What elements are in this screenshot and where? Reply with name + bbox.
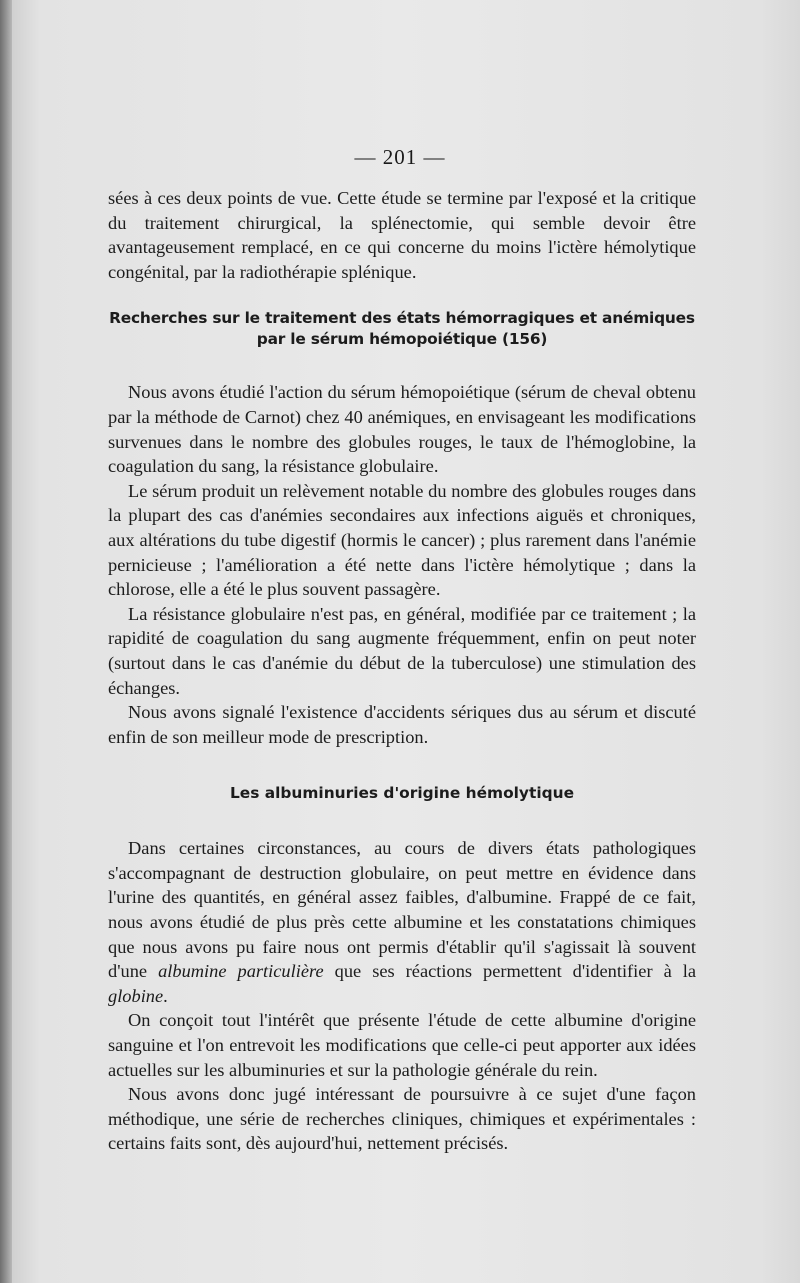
paragraph: Nous avons étudié l'action du sérum hémopoiétique (sérum de cheval obtenu par la méthode de Carnot) chez 40 anémiques, en envisageant les modifications survenues dans le nombre des globules rouges, le taux de l'hémoglobine, la coagulation du sang, la résistance globulaire. xyxy=(108,382,696,477)
paragraph-text: . xyxy=(163,985,168,1006)
section-heading-line-2: par le sérum hémopoiétique (156) xyxy=(256,330,548,349)
intro-paragraph: sées à ces deux points de vue. Cette étude se termine par l'exposé et la critique du traitement chirurgical, la splénectomie, qui semble devoir être avantageusement remplacé, en ce qui concerne du moins l'ictère hémolytique congénital, par la radiothérapie splénique. xyxy=(108,188,696,282)
page-binding-edge xyxy=(0,0,12,1283)
paragraph: La résistance globulaire n'est pas, en général, modifiée par ce traitement ; la rapidité de coagulation du sang augmente fréquemment, enfin on peut noter (surtout dans le cas d'anémie du début de la tuberculose) une stimulation des échanges. xyxy=(108,603,696,698)
page-number: — 201 — xyxy=(354,145,446,169)
section-heading-serum xyxy=(108,308,696,350)
section-heading-albuminuries: Les albuminuries d'origine hémolytique xyxy=(229,784,575,803)
paragraph: On conçoit tout l'intérêt que présente l'étude de cette albumine d'origine sanguine et l'on entrevoit les modifications que celle-ci peut apporter aux idées actuelles sur les albuminuries et sur la pathologie générale du rein. xyxy=(108,1010,696,1080)
emphasis-globine: globine xyxy=(108,985,164,1006)
paragraph-text: que ses réactions permettent d'identifier à la xyxy=(323,961,697,982)
section-heading-line-1: Recherches sur le traitement des états hémorragiques et anémiques xyxy=(109,309,695,328)
paragraph-globine xyxy=(108,836,696,1008)
page-body xyxy=(108,186,696,1156)
paragraph: Nous avons donc jugé intéressant de poursuivre à ce sujet d'une façon méthodique, une série de recherches cliniques, chimiques et expérimentales : certains faits sont, dès aujourd'hui, nettement précisés. xyxy=(108,1084,696,1154)
emphasis-albumine: albumine particulière xyxy=(158,961,324,982)
paragraph-text: Dans certaines circonstances, au cours de divers états pathologiques s'accompagnant de destruction globulaire, on peut mettre en évidence dans l'urine des quantités, en général assez faibles, d'albumine. Frappé de ce fait, nous avons étudié de plus près cette albumine et les constatations chimiques que nous avons pu faire nous ont permis d'établir qu'il s'agissait là souvent d'une xyxy=(108,838,696,982)
paragraph: Nous avons signalé l'existence d'accidents sériques dus au sérum et discuté enfin de son meilleur mode de prescription. xyxy=(108,702,696,747)
paragraph: Le sérum produit un relèvement notable du nombre des globules rouges dans la plupart des cas d'anémies secondaires aux infections aiguës et chroniques, aux altérations du tube digestif (hormis le cancer) ; plus rarement dans l'anémie pernicieuse ; l'amélioration a été nette dans l'ictère hémolytique ; dans la chlorose, elle a été le plus souvent passagère. xyxy=(108,480,696,600)
